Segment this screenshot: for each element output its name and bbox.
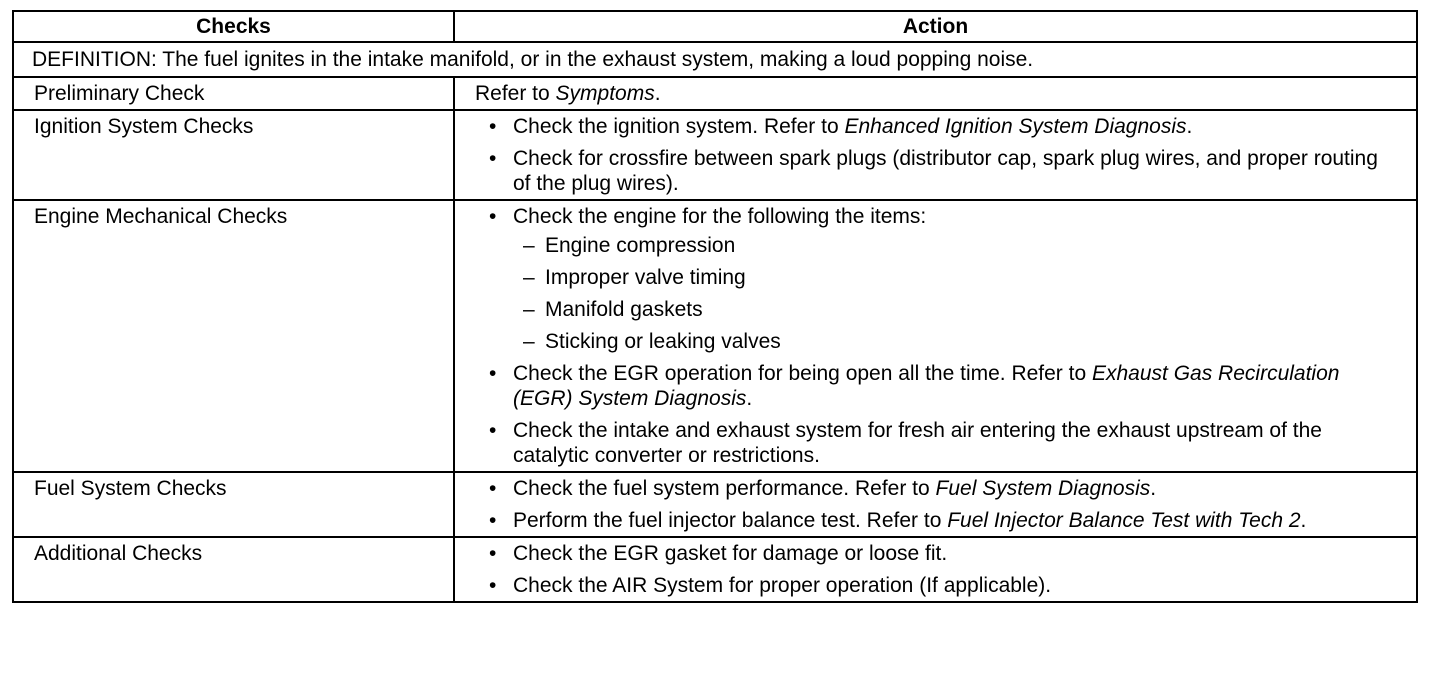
table-row <box>13 200 1417 472</box>
action-list <box>475 114 1398 196</box>
action-text: Check the ignition system. Refer to <box>513 115 845 138</box>
action-reference: Exhaust Gas Recirculation (EGR) System Diagnosis <box>513 362 1340 410</box>
action-reference: Fuel Injector Balance Test with Tech 2 <box>947 509 1301 532</box>
table-row <box>13 537 1417 602</box>
header-checks: Checks <box>13 11 454 42</box>
action-reference: Enhanced Ignition System Diagnosis <box>844 115 1187 138</box>
sub-list-item: – Sticking or leaking valves <box>513 329 1398 354</box>
action-reference: Symptoms <box>555 82 655 105</box>
action-text: Check the fuel system performance. Refer to <box>513 477 936 500</box>
list-item <box>475 146 1398 196</box>
list-item <box>475 573 1398 598</box>
action-text: Check the EGR gasket for damage or loose fit. <box>513 542 948 565</box>
check-label: Ignition System Checks <box>13 110 454 200</box>
list-item <box>475 418 1398 468</box>
action-text: Check the intake and exhaust system for fresh air entering the exhaust upstream of the catalytic converter or restrictions. <box>513 419 1322 467</box>
action-list <box>475 476 1398 533</box>
list-item <box>475 204 1398 354</box>
action-cell <box>454 110 1417 200</box>
list-item <box>475 476 1398 501</box>
list-item <box>475 361 1398 411</box>
table-row <box>13 110 1417 200</box>
sub-list-item: – Manifold gaskets <box>513 297 1398 322</box>
action-text-end: . <box>1186 115 1193 138</box>
list-item <box>475 508 1398 533</box>
diagnosis-table <box>12 10 1418 603</box>
table-row <box>13 77 1417 110</box>
table-row <box>13 472 1417 537</box>
action-reference: Fuel System Diagnosis <box>935 477 1151 500</box>
check-label: Fuel System Checks <box>13 472 454 537</box>
action-cell <box>454 537 1417 602</box>
action-cell <box>454 77 1417 110</box>
definition-row <box>13 42 1417 77</box>
header-action: Action <box>454 11 1417 42</box>
action-text-end: . <box>746 387 753 410</box>
check-label: Additional Checks <box>13 537 454 602</box>
action-text-end: . <box>1300 509 1307 532</box>
header-row <box>13 11 1417 42</box>
list-item <box>475 541 1398 566</box>
action-text: Perform the fuel injector balance test. Refer to <box>513 509 948 532</box>
action-text-end: . <box>654 82 661 105</box>
sub-list <box>513 233 1398 354</box>
list-item <box>475 114 1398 139</box>
action-list <box>475 541 1398 598</box>
action-text: Refer to <box>475 82 556 105</box>
action-text: Check the AIR System for proper operation (If applicable). <box>513 574 1052 597</box>
action-text: Check the EGR operation for being open all the time. Refer to <box>513 362 1092 385</box>
sub-list-item: – Improper valve timing <box>513 265 1398 290</box>
check-label: Engine Mechanical Checks <box>13 200 454 472</box>
action-text: Check the engine for the following the items: <box>513 205 927 228</box>
check-label: Preliminary Check <box>13 77 454 110</box>
action-text: Check for crossfire between spark plugs (distributor cap, spark plug wires, and proper routing of the plug wires). <box>513 147 1378 195</box>
action-list <box>475 204 1398 468</box>
action-text-end: . <box>1150 477 1157 500</box>
sub-list-item: – Engine compression <box>513 233 1398 258</box>
action-cell <box>454 200 1417 472</box>
action-cell <box>454 472 1417 537</box>
definition-text: DEFINITION: The fuel ignites in the intake manifold, or in the exhaust system, making a loud popping noise. <box>13 42 1417 77</box>
